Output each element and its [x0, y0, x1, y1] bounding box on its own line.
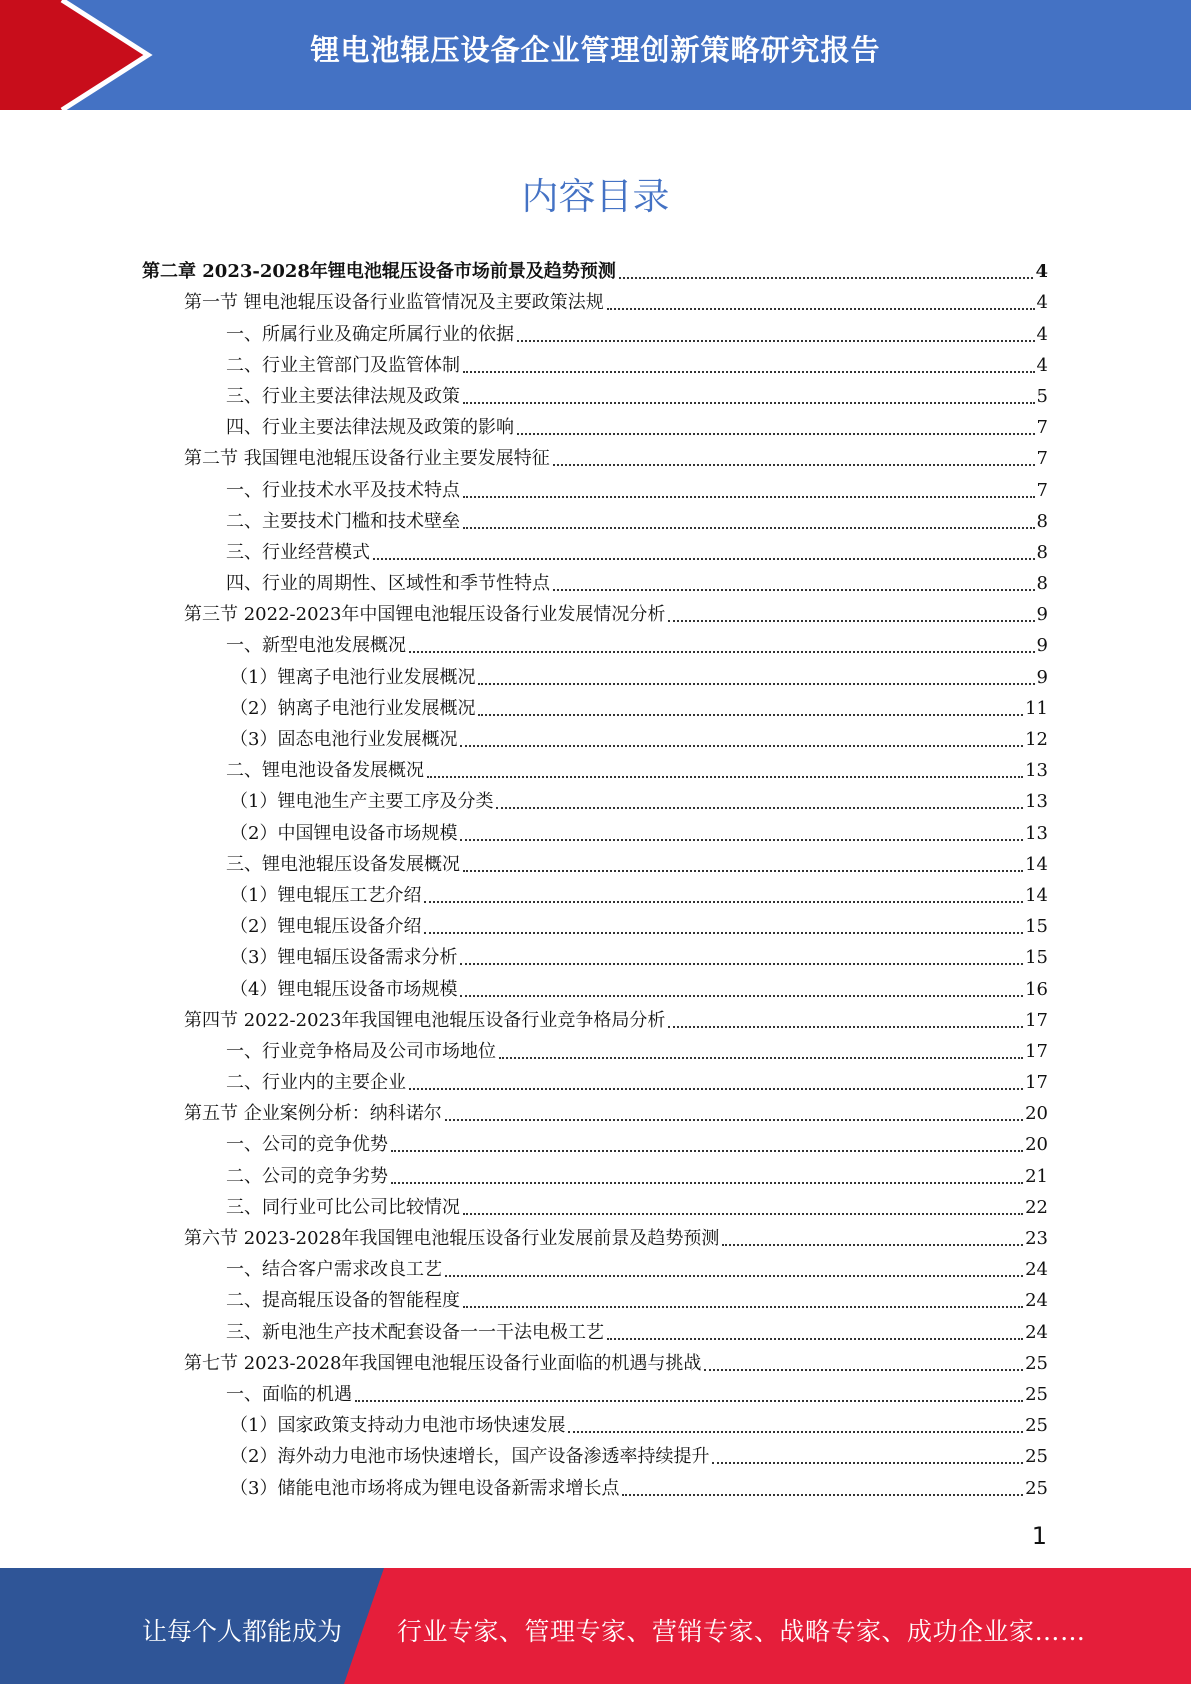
- toc-entry-page: 12: [1025, 729, 1048, 750]
- toc-leader-dots: [607, 1337, 1023, 1340]
- toc-entry-label: 二、提高辊压设备的智能程度: [226, 1290, 460, 1312]
- toc-leader-dots: [517, 339, 1035, 342]
- toc-entry-label: （3）固态电池行业发展概况: [230, 729, 458, 750]
- toc-entry-label: 一、行业竞争格局及公司市场地位: [226, 1040, 496, 1062]
- toc-entry[interactable]: [142, 1002, 1048, 1033]
- toc-entry[interactable]: [142, 1469, 1048, 1500]
- toc-entry-label: 第五节 企业案例分析：纳科诺尔: [184, 1103, 442, 1125]
- toc-leader-dots: [622, 1493, 1023, 1496]
- toc-entry-page: 14: [1025, 853, 1048, 875]
- toc-entry[interactable]: [142, 1220, 1048, 1251]
- toc-leader-dots: [517, 432, 1035, 435]
- toc-entry-label: 二、锂电池设备发展概况: [226, 760, 424, 782]
- toc-entry-label: 三、行业主要法律法规及政策: [226, 385, 460, 407]
- toc-entry-label: 第三节 2022-2023年中国锂电池辊压设备行业发展情况分析: [184, 604, 666, 626]
- toc-entry-page: 7: [1036, 479, 1048, 501]
- toc-entry-page: 15: [1025, 916, 1048, 938]
- toc-entry[interactable]: [142, 565, 1048, 596]
- toc-leader-dots: [391, 1181, 1023, 1184]
- toc-entry-page: 14: [1025, 884, 1048, 906]
- toc-leader-dots: [463, 495, 1035, 498]
- toc-entry[interactable]: [142, 1126, 1048, 1157]
- toc-entry[interactable]: [142, 503, 1048, 534]
- toc-entry[interactable]: [142, 534, 1048, 565]
- toc-leader-dots: [704, 1368, 1023, 1371]
- toc-leader-dots: [463, 401, 1035, 404]
- toc-entry-page: 20: [1025, 1134, 1048, 1156]
- toc-leader-dots: [478, 682, 1034, 685]
- toc-leader-dots: [668, 619, 1034, 622]
- toc-entry[interactable]: [142, 1189, 1048, 1220]
- toc-entry-label: 二、主要技术门槛和技术壁垒: [226, 510, 460, 532]
- toc-entry[interactable]: [142, 970, 1048, 1001]
- toc-entry-label: 一、行业技术水平及技术特点: [226, 479, 460, 501]
- toc-entry-page: 25: [1025, 1352, 1048, 1374]
- toc-leader-dots: [722, 1243, 1023, 1246]
- toc-leader-dots: [373, 557, 1035, 560]
- toc-entry-page: 11: [1025, 697, 1048, 719]
- toc-entry[interactable]: [142, 409, 1048, 440]
- toc-entry[interactable]: [142, 783, 1048, 814]
- toc-entry-page: 24: [1025, 1259, 1048, 1281]
- toc-entry-label: 第二章 2023-2028年锂电池辊压设备市场前景及趋势预测: [142, 261, 616, 283]
- page-header: [0, 0, 1191, 110]
- toc-entry-page: 4: [1036, 292, 1048, 314]
- toc-entry[interactable]: [142, 1033, 1048, 1064]
- toc-entry-page: 17: [1025, 1072, 1048, 1094]
- toc-entry-label: 第二节 我国锂电池辊压设备行业主要发展特征: [184, 448, 550, 470]
- toc-entry-label: 一、结合客户需求改良工艺: [226, 1259, 442, 1281]
- toc-heading: 内容目录: [521, 175, 670, 218]
- toc-entry-page: 7: [1036, 448, 1048, 470]
- toc-entry-label: 一、公司的竞争优势: [226, 1134, 388, 1156]
- toc-leader-dots: [619, 276, 1034, 279]
- toc-entry-label: 第四节 2022-2023年我国锂电池辊压设备行业竞争格局分析: [184, 1009, 666, 1031]
- toc-entry-label: 二、行业主管部门及监管体制: [226, 354, 460, 376]
- toc-entry-label: 一、面临的机遇: [226, 1383, 352, 1405]
- toc-entry[interactable]: [142, 471, 1048, 502]
- toc-entry-label: 第七节 2023-2028年我国锂电池辊压设备行业面临的机遇与挑战: [184, 1352, 702, 1374]
- toc-entry-page: 22: [1025, 1196, 1048, 1218]
- toc-entry[interactable]: [142, 1376, 1048, 1407]
- toc-entry-page: 16: [1025, 978, 1048, 1000]
- toc-entry-label: 第六节 2023-2028年我国锂电池辊压设备行业发展前景及趋势预测: [184, 1228, 720, 1249]
- toc-entry-label: （1）锂电池生产主要工序及分类: [230, 791, 494, 813]
- toc-leader-dots: [463, 1212, 1023, 1215]
- toc-entry-page: 9: [1036, 666, 1048, 688]
- toc-entry[interactable]: [142, 814, 1048, 845]
- toc-entry-label: （2）锂电辊压设备介绍: [230, 916, 422, 938]
- toc-leader-dots: [499, 1056, 1023, 1059]
- toc-leader-dots: [463, 370, 1035, 373]
- report-title: 锂电池辊压设备企业管理创新策略研究报告: [310, 33, 881, 67]
- toc-entry-page: 20: [1025, 1103, 1048, 1125]
- toc-entry[interactable]: [142, 1282, 1048, 1313]
- toc-entry-page: 4: [1036, 323, 1048, 345]
- toc-entry-label: （2）中国锂电设备市场规模: [230, 822, 458, 844]
- toc-entry[interactable]: [142, 378, 1048, 409]
- toc-leader-dots: [463, 1305, 1023, 1308]
- footer-slogan-left: 让每个人都能成为: [142, 1617, 343, 1646]
- toc-entry-label: （2）海外动力电池市场快速增长，国产设备渗透率持续提升: [230, 1446, 710, 1468]
- toc-entry-page: 5: [1036, 385, 1048, 407]
- toc-leader-dots: [355, 1399, 1023, 1402]
- toc-entry-page: 24: [1025, 1321, 1048, 1343]
- toc-leader-dots: [463, 526, 1035, 529]
- toc-entry[interactable]: [142, 877, 1048, 908]
- toc-leader-dots: [427, 775, 1023, 778]
- toc-entry-page: 25: [1025, 1383, 1048, 1405]
- toc-entry[interactable]: [142, 440, 1048, 471]
- toc-leader-dots: [553, 463, 1035, 466]
- toc-entry[interactable]: [142, 347, 1048, 378]
- header-red-chevron: [0, 0, 148, 110]
- toc-entry[interactable]: [142, 1064, 1048, 1095]
- page-number: 1: [1031, 1522, 1047, 1550]
- toc-entry-label: 三、锂电池辊压设备发展概况: [226, 853, 460, 875]
- toc-leader-dots: [712, 1461, 1023, 1464]
- toc-entry-page: 23: [1025, 1228, 1048, 1249]
- toc-entry-page: 13: [1025, 822, 1048, 844]
- toc-entry-page: 15: [1025, 947, 1048, 969]
- table-of-contents: [142, 253, 1048, 1501]
- toc-entry-label: 四、行业主要法律法规及政策的影响: [226, 417, 514, 439]
- toc-entry-page: 25: [1025, 1415, 1048, 1437]
- toc-entry[interactable]: [142, 1438, 1048, 1469]
- toc-entry-page: 25: [1025, 1446, 1048, 1468]
- toc-entry-label: 二、公司的竞争劣势: [226, 1165, 388, 1187]
- toc-entry-page: 21: [1025, 1165, 1048, 1187]
- toc-entry-page: 13: [1025, 760, 1048, 782]
- toc-entry-page: 7: [1036, 417, 1048, 439]
- toc-entry-label: 三、行业经营模式: [226, 541, 370, 563]
- toc-leader-dots: [460, 838, 1023, 841]
- toc-leader-dots: [460, 744, 1023, 747]
- toc-entry[interactable]: [142, 315, 1048, 346]
- toc-entry[interactable]: [142, 1157, 1048, 1188]
- toc-leader-dots: [496, 806, 1023, 809]
- toc-leader-dots: [568, 1430, 1023, 1433]
- toc-leader-dots: [391, 1149, 1023, 1152]
- toc-entry-page: 17: [1025, 1040, 1048, 1062]
- toc-entry-label: （2）钠离子电池行业发展概况: [230, 697, 476, 719]
- toc-entry[interactable]: [142, 1251, 1048, 1282]
- toc-entry[interactable]: [142, 846, 1048, 877]
- toc-leader-dots: [424, 931, 1023, 934]
- toc-entry[interactable]: [142, 1313, 1048, 1344]
- toc-entry[interactable]: [142, 627, 1048, 658]
- toc-entry[interactable]: [142, 1407, 1048, 1438]
- toc-leader-dots: [409, 650, 1035, 653]
- toc-entry-label: （3）储能电池市场将成为锂电设备新需求增长点: [230, 1477, 620, 1499]
- toc-entry[interactable]: [142, 658, 1048, 689]
- toc-entry-label: 四、行业的周期性、区域性和季节性特点: [226, 573, 550, 595]
- toc-leader-dots: [460, 962, 1023, 965]
- toc-entry-label: 第一节 锂电池辊压设备行业监管情况及主要政策法规: [184, 292, 604, 314]
- toc-entry-label: （1）锂电辊压工艺介绍: [230, 884, 422, 906]
- toc-entry-label: （3）锂电辐压设备需求分析: [230, 947, 458, 969]
- toc-entry-page: 25: [1025, 1477, 1048, 1499]
- toc-entry-label: （1）锂离子电池行业发展概况: [230, 666, 476, 688]
- toc-entry-page: 4: [1035, 261, 1048, 283]
- toc-entry[interactable]: [142, 908, 1048, 939]
- toc-entry-label: （4）锂电辊压设备市场规模: [230, 978, 458, 1000]
- toc-entry-page: 4: [1036, 354, 1048, 376]
- toc-entry[interactable]: [142, 721, 1048, 752]
- toc-leader-dots: [607, 307, 1035, 310]
- toc-entry-label: 一、所属行业及确定所属行业的依据: [226, 323, 514, 345]
- toc-entry[interactable]: [142, 939, 1048, 970]
- toc-leader-dots: [463, 869, 1023, 872]
- toc-entry-page: 9: [1036, 604, 1048, 626]
- toc-entry[interactable]: [142, 284, 1048, 315]
- toc-leader-dots: [424, 900, 1023, 903]
- toc-entry[interactable]: [142, 1345, 1048, 1376]
- toc-entry-page: 8: [1036, 510, 1048, 532]
- toc-leader-dots: [445, 1118, 1023, 1121]
- toc-entry-page: 8: [1036, 541, 1048, 563]
- toc-entry-label: （1）国家政策支持动力电池市场快速发展: [230, 1415, 566, 1437]
- toc-leader-dots: [553, 588, 1035, 591]
- toc-entry-page: 8: [1036, 573, 1048, 595]
- toc-entry[interactable]: [142, 253, 1048, 284]
- toc-leader-dots: [460, 994, 1023, 997]
- toc-entry-label: 二、行业内的主要企业: [226, 1072, 406, 1094]
- toc-entry[interactable]: [142, 690, 1048, 721]
- toc-entry[interactable]: [142, 752, 1048, 783]
- toc-entry-label: 一、新型电池发展概况: [226, 635, 406, 657]
- toc-entry[interactable]: [142, 596, 1048, 627]
- toc-entry-label: 三、同行业可比公司比较情况: [226, 1196, 460, 1218]
- toc-entry-page: 13: [1025, 791, 1048, 813]
- footer-slogan-right: 行业专家、管理专家、营销专家、战略专家、成功企业家……: [397, 1617, 1086, 1646]
- toc-entry[interactable]: [142, 1095, 1048, 1126]
- toc-leader-dots: [668, 1025, 1023, 1028]
- toc-leader-dots: [445, 1274, 1023, 1277]
- toc-entry-page: 17: [1025, 1009, 1048, 1031]
- toc-leader-dots: [409, 1087, 1023, 1090]
- toc-leader-dots: [478, 713, 1023, 716]
- toc-entry-label: 三、新电池生产技术配套设备一一干法电极工艺: [226, 1321, 604, 1343]
- toc-entry-page: 9: [1036, 635, 1048, 657]
- page-footer: [0, 1568, 1191, 1684]
- toc-entry-page: 24: [1025, 1290, 1048, 1312]
